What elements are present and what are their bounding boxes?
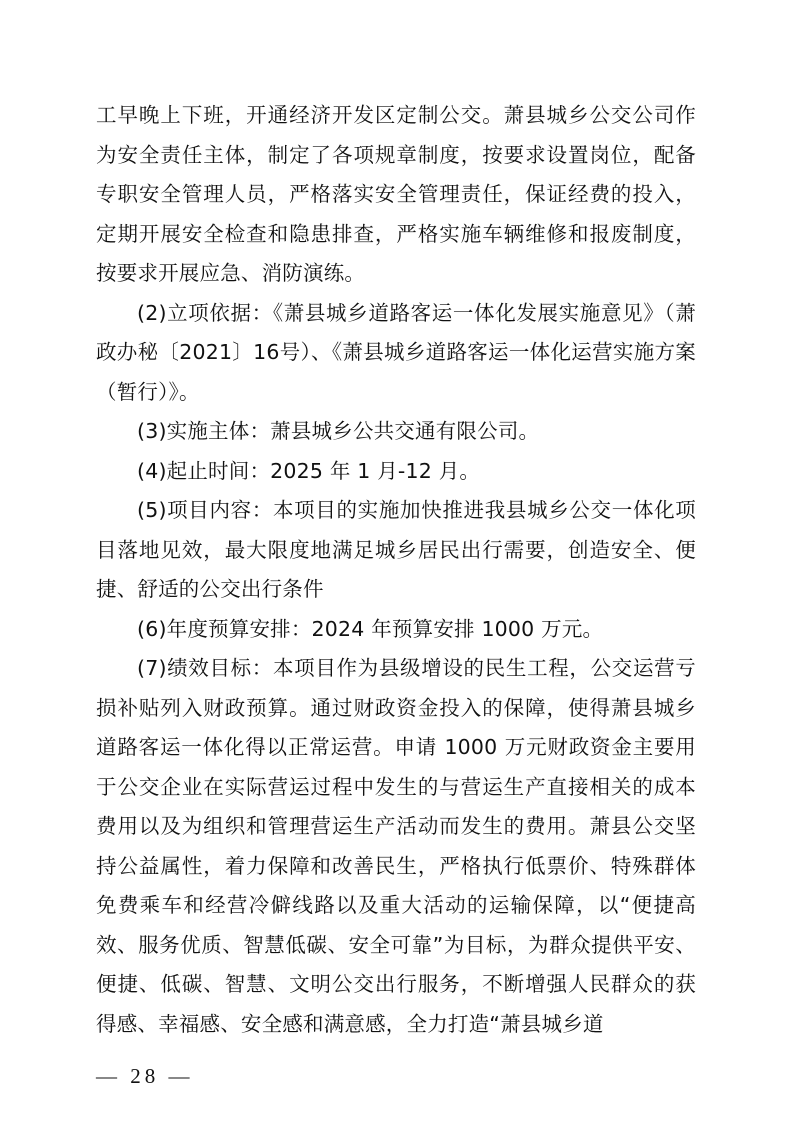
paragraph-timeframe: (4)起止时间：2025 年 1 月-12 月。	[137, 458, 481, 483]
paragraph-project-content: (5)项目内容：本项目的实施加快推进我县城乡公交一体化项目落地见效，最大限度地满足城乡居民出行需要，创造安全、便捷、舒适的公交出行条件	[96, 498, 696, 601]
paragraph-annual-budget: (6)年度预算安排：2024 年预算安排 1000 万元。	[137, 616, 604, 641]
page-number: — 28 —	[96, 1064, 194, 1088]
paragraph-safety-responsibility: 工早晚上下班，开通经济开发区定制公交。萧县城乡公交公司作为安全责任主体，制定了各项规章制度，按要求设置岗位，配备专职安全管理人员，严格落实安全管理责任，保证经费的投入，定期开展安全检查和隐患排查，严格实施车辆维修和报废制度，按要求开展应急、消防演练。	[96, 103, 696, 285]
paragraph-implementing-entity: (3)实施主体：萧县城乡公共交通有限公司。	[137, 419, 540, 443]
body-text	[96, 96, 696, 1044]
paragraph-performance-goals: (7)绩效目标：本项目作为县级增设的民生工程，公交运营亏损补贴列入财政预算。通过财政资金投入的保障，使得萧县城乡道路客运一体化得以正常运营。申请 1000 万元财政资金主要用于公交企业在实际营运过程中发生的与营运生产直接相关的成本费用以及为组织和管理营运生产活动而发生的费用。萧县公交坚持公益属性，着力保障和改善民生，严格执行低票价、特殊群体免费乘车和经营冷僻线路以及重大活动的运输保障，以“便捷高效、服务优质、智慧低碳、安全可靠”为目标，为群众提供平安、便捷、低碳、智慧、文明公交出行服务，不断增强人民群众的获得感、幸福感、安全感和满意感，全力打造“萧县城乡道	[96, 656, 696, 1036]
paragraph-project-basis: (2)立项依据：《萧县城乡道路客运一体化发展实施意见》（萧政办秘〔2021〕16号）、《萧县城乡道路客运一体化运营实施方案（暂行）》。	[96, 300, 696, 404]
